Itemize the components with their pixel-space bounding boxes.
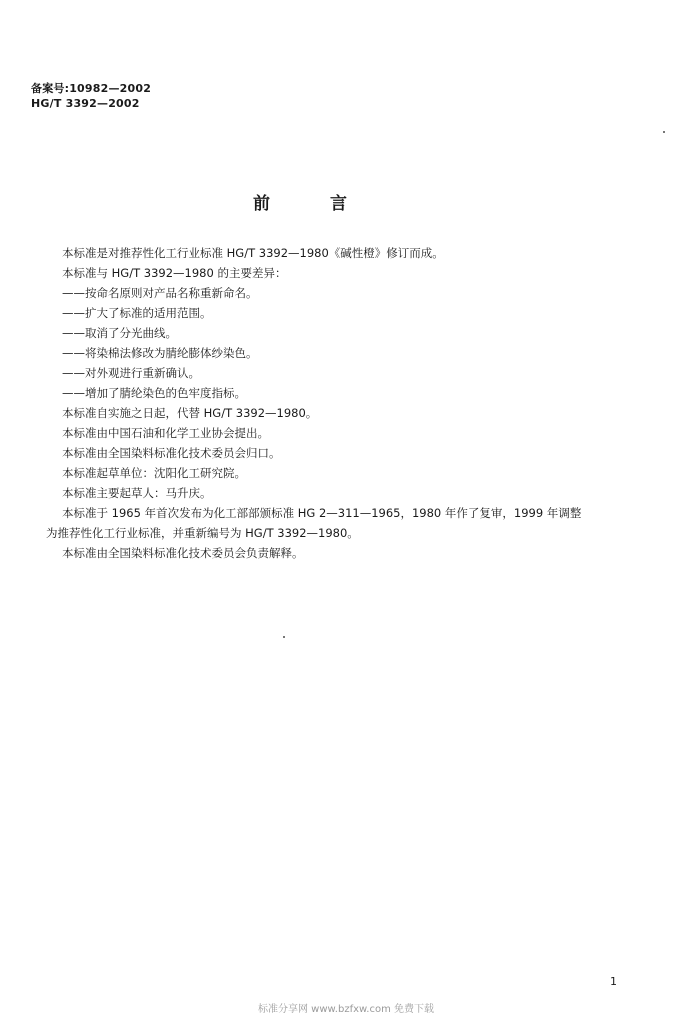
watermark-footer: 标准分享网 www.bzfxw.com 免费下载 (258, 1004, 434, 1015)
paragraph-line: 为推荐性化工行业标准，并重新编号为 HG/T 3392—1980。 (46, 526, 359, 540)
standard-code: HG/T 3392—2002 (31, 97, 140, 110)
paragraph-line: 本标准与 HG/T 3392—1980 的主要差异： (62, 266, 287, 280)
page-title: 前言 (253, 194, 407, 214)
paragraph-line: ——对外观进行重新确认。 (62, 366, 200, 380)
paragraph-line: ——按命名原则对产品名称重新命名。 (62, 286, 258, 300)
paragraph-line: 本标准由全国染料标准化技术委员会归口。 (62, 446, 281, 460)
paragraph-line: 本标准是对推荐性化工行业标准 HG/T 3392—1980《碱性橙》修订而成。 (62, 246, 444, 260)
paragraph-line: 本标准自实施之日起，代替 HG/T 3392—1980。 (62, 406, 318, 420)
paragraph-line: 本标准起草单位：沈阳化工研究院。 (62, 466, 246, 480)
record-number: 备案号:10982—2002 (31, 82, 152, 95)
paragraph-line: 本标准由中国石油和化学工业协会提出。 (62, 426, 269, 440)
paragraph-line: ——增加了腈纶染色的色牢度指标。 (62, 386, 246, 400)
page-number: 1 (610, 975, 617, 988)
paragraph-line: 本标准于 1965 年首次发布为化工部部颁标准 HG 2—311—1965，1980 年作了复审，1999 年调整 (62, 506, 582, 520)
scan-speck (283, 636, 285, 638)
paragraph-line: 本标准由全国染料标准化技术委员会负责解释。 (62, 546, 304, 560)
paragraph-line: ——将染棉法修改为腈纶膨体纱染色。 (62, 346, 258, 360)
paragraph-line: ——扩大了标准的适用范围。 (62, 306, 212, 320)
paragraph-line: 本标准主要起草人：马升庆。 (62, 486, 212, 500)
paragraph-line: ——取消了分光曲线。 (62, 326, 177, 340)
scan-speck (663, 131, 665, 133)
